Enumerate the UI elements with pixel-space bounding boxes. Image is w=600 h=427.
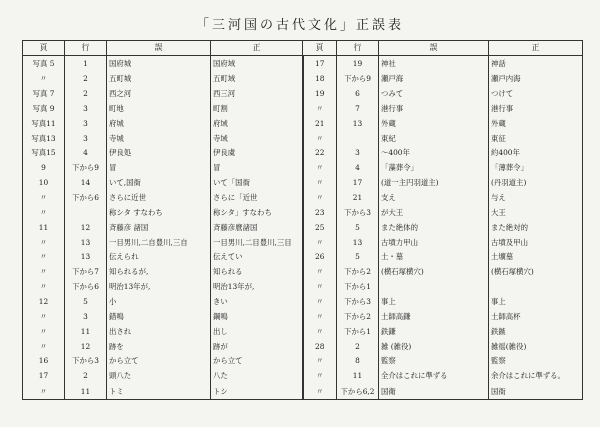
left-line-cell: 11 [65, 383, 107, 399]
left-page-cell: 〃 [23, 265, 65, 280]
table-row [23, 146, 583, 161]
table-row [23, 250, 583, 265]
left-correct-cell: 一目男川,二目豊川,三目 [211, 235, 303, 250]
errata-table [22, 40, 583, 400]
header-wrong-left: 誤 [107, 41, 211, 56]
left-page-cell: 〃 [23, 190, 65, 205]
left-page-cell: 写真13 [23, 131, 65, 146]
left-correct-cell: 寺域 [211, 131, 303, 146]
left-line-cell: 下から6 [65, 279, 107, 294]
left-page-cell: 17 [23, 369, 65, 384]
right-line-cell: 17 [337, 175, 379, 190]
left-wrong-cell: 斉藤彦 諸国 [107, 220, 211, 235]
table-row [23, 131, 583, 146]
right-line-cell [337, 131, 379, 146]
right-correct-cell: (丹羽道主) [489, 175, 583, 190]
right-wrong-cell: (横石塚横穴) [379, 265, 489, 280]
left-wrong-cell: 明治13年が, [107, 279, 211, 294]
right-page-cell: 17 [303, 56, 337, 72]
left-wrong-cell: 跡を [107, 339, 211, 354]
left-correct-cell: から立て [211, 354, 303, 369]
right-line-cell: 下から3 [337, 205, 379, 220]
table-row [23, 265, 583, 280]
left-page-cell: 写真11 [23, 116, 65, 131]
right-correct-cell: 古墳及甲山 [489, 235, 583, 250]
left-line-cell: 3 [65, 101, 107, 116]
right-correct-cell: つけて [489, 86, 583, 101]
left-page-cell: 〃 [23, 235, 65, 250]
table-row [23, 324, 583, 339]
right-correct-cell: 雑徭(雑役) [489, 339, 583, 354]
header-row [23, 41, 583, 56]
left-page-cell: 写真 5 [23, 56, 65, 72]
left-line-cell [65, 205, 107, 220]
table-row [23, 71, 583, 86]
left-correct-cell: 西三河 [211, 86, 303, 101]
left-page-cell: 〃 [23, 383, 65, 399]
left-wrong-cell: から立て [107, 354, 211, 369]
left-page-cell: 〃 [23, 279, 65, 294]
header-line-right: 行 [337, 41, 379, 56]
right-page-cell: 26 [303, 250, 337, 265]
right-line-cell: 下から2 [337, 265, 379, 280]
left-wrong-cell: 小 [107, 294, 211, 309]
header-line-left: 行 [65, 41, 107, 56]
left-page-cell: 〃 [23, 71, 65, 86]
right-wrong-cell: 鉄鎌 [379, 324, 489, 339]
right-line-cell: 下から9 [337, 71, 379, 86]
left-wrong-cell: いて,国衙 [107, 175, 211, 190]
left-correct-cell: 町割 [211, 101, 303, 116]
right-line-cell: 下から3 [337, 294, 379, 309]
right-correct-cell: 余介はこれに準ずる。 [489, 369, 583, 384]
right-page-cell: 〃 [303, 279, 337, 294]
right-wrong-cell: 雑 (雑役) [379, 339, 489, 354]
left-page-cell: 〃 [23, 205, 65, 220]
left-line-cell: 2 [65, 369, 107, 384]
left-wrong-cell: 町地 [107, 101, 211, 116]
right-correct-cell: また絶対的 [489, 220, 583, 235]
right-wrong-cell: 国衛 [379, 383, 489, 399]
left-page-cell: 〃 [23, 339, 65, 354]
header-page-right: 頁 [303, 41, 337, 56]
right-correct-cell: 約400年 [489, 146, 583, 161]
table-row [23, 116, 583, 131]
left-correct-cell: 明治13年が, [211, 279, 303, 294]
right-page-cell: 〃 [303, 354, 337, 369]
left-line-cell: 下から6 [65, 190, 107, 205]
left-correct-cell: 八た [211, 369, 303, 384]
right-correct-cell: 土師高杯 [489, 309, 583, 324]
left-correct-cell: 五町域 [211, 71, 303, 86]
right-line-cell: 13 [337, 116, 379, 131]
table-row [23, 369, 583, 384]
header-wrong-right: 誤 [379, 41, 489, 56]
right-wrong-cell: 港行事 [379, 101, 489, 116]
left-line-cell: 下から7 [65, 265, 107, 280]
right-line-cell: 2 [337, 339, 379, 354]
right-wrong-cell: また絶体的 [379, 220, 489, 235]
left-wrong-cell: 称シタ すなわち [107, 205, 211, 220]
table-row [23, 354, 583, 369]
document-title: 「三河国の古代文化」正誤表 [195, 18, 404, 33]
left-line-cell: 12 [65, 339, 107, 354]
right-line-cell: 7 [337, 101, 379, 116]
left-line-cell: 12 [65, 220, 107, 235]
left-line-cell: 3 [65, 309, 107, 324]
right-line-cell: 21 [337, 190, 379, 205]
right-page-cell: 〃 [303, 309, 337, 324]
right-wrong-cell: 全介はこれに準ずる [379, 369, 489, 384]
left-correct-cell: 跡が [211, 339, 303, 354]
header-correct-right: 正 [489, 41, 583, 56]
left-line-cell: 2 [65, 86, 107, 101]
right-line-cell: 11 [337, 369, 379, 384]
left-line-cell: 下から3 [65, 354, 107, 369]
table-row [23, 56, 583, 72]
right-line-cell: 5 [337, 220, 379, 235]
left-line-cell: 13 [65, 235, 107, 250]
left-line-cell: 1 [65, 56, 107, 72]
right-page-cell: 〃 [303, 190, 337, 205]
right-page-cell: 〃 [303, 101, 337, 116]
right-line-cell: 19 [337, 56, 379, 72]
left-page-cell: 写真15 [23, 146, 65, 161]
right-page-cell: 〃 [303, 294, 337, 309]
left-wrong-cell: 伊良処 [107, 146, 211, 161]
right-wrong-cell: ～400年 [379, 146, 489, 161]
right-correct-cell [489, 279, 583, 294]
right-page-cell: 〃 [303, 369, 337, 384]
right-correct-cell: 「薄葬令」 [489, 161, 583, 176]
left-correct-cell: トシ [211, 383, 303, 399]
left-correct-cell: 伝えてい [211, 250, 303, 265]
table-row [23, 235, 583, 250]
right-line-cell: 下から6,2 [337, 383, 379, 399]
left-correct-cell: 国府域 [211, 56, 303, 72]
right-page-cell: 〃 [303, 265, 337, 280]
left-correct-cell: さらに「近世 [211, 190, 303, 205]
right-wrong-cell: が大王 [379, 205, 489, 220]
right-line-cell: 8 [337, 354, 379, 369]
right-correct-cell: 外蔵 [489, 116, 583, 131]
left-wrong-cell: 一目男川,二自豊川,三自 [107, 235, 211, 250]
left-page-cell: 10 [23, 175, 65, 190]
right-line-cell: 5 [337, 250, 379, 265]
left-line-cell: 3 [65, 116, 107, 131]
right-page-cell: 〃 [303, 324, 337, 339]
right-page-cell: 23 [303, 205, 337, 220]
right-correct-cell: (横石塚横穴) [489, 265, 583, 280]
table-row [23, 309, 583, 324]
right-line-cell: 下から1 [337, 324, 379, 339]
right-correct-cell: 監察 [489, 354, 583, 369]
right-wrong-cell: 土師高鎌 [379, 309, 489, 324]
right-wrong-cell: つみて [379, 86, 489, 101]
left-correct-cell: 冒 [211, 161, 303, 176]
right-page-cell: 25 [303, 220, 337, 235]
left-page-cell: 9 [23, 161, 65, 176]
left-page-cell: 〃 [23, 324, 65, 339]
right-line-cell: 4 [337, 161, 379, 176]
right-correct-cell: 与え [489, 190, 583, 205]
right-wrong-cell: 監察 [379, 354, 489, 369]
right-page-cell: 〃 [303, 161, 337, 176]
right-correct-cell: 事上 [489, 294, 583, 309]
right-line-cell: 13 [337, 235, 379, 250]
table-row [23, 339, 583, 354]
left-wrong-cell: 五町城 [107, 71, 211, 86]
right-page-cell: 〃 [303, 383, 337, 399]
right-page-cell: 〃 [303, 131, 337, 146]
left-wrong-cell: 国府城 [107, 56, 211, 72]
right-page-cell: 22 [303, 146, 337, 161]
right-line-cell: 3 [337, 146, 379, 161]
right-correct-cell: 大王 [489, 205, 583, 220]
right-correct-cell: 鉄鏃 [489, 324, 583, 339]
table-row [23, 279, 583, 294]
table-row [23, 101, 583, 116]
right-wrong-cell: 東紀 [379, 131, 489, 146]
header-correct-left: 正 [211, 41, 303, 56]
right-page-cell: 28 [303, 339, 337, 354]
right-correct-cell: 東征 [489, 131, 583, 146]
left-wrong-cell: 出され [107, 324, 211, 339]
table-row [23, 220, 583, 235]
left-page-cell: 11 [23, 220, 65, 235]
right-page-cell: 〃 [303, 175, 337, 190]
left-page-cell: 12 [23, 294, 65, 309]
table-row [23, 86, 583, 101]
left-wrong-cell: 錯鳴 [107, 309, 211, 324]
right-correct-cell: 瀬戸内海 [489, 71, 583, 86]
right-wrong-cell: 「藻葬令」 [379, 161, 489, 176]
left-wrong-cell: 伝えられ [107, 250, 211, 265]
right-correct-cell: 国衙 [489, 383, 583, 399]
left-wrong-cell: 冒 [107, 161, 211, 176]
right-correct-cell: 神話 [489, 56, 583, 72]
left-line-cell: 4 [65, 146, 107, 161]
right-wrong-cell: 支え [379, 190, 489, 205]
left-page-cell: 16 [23, 354, 65, 369]
right-line-cell: 6 [337, 86, 379, 101]
right-line-cell: 下から2 [337, 309, 379, 324]
right-wrong-cell: 瀬戸海 [379, 71, 489, 86]
left-line-cell: 3 [65, 131, 107, 146]
left-correct-cell: 鋼鳴 [211, 309, 303, 324]
right-wrong-cell: (道一主円羽道主) [379, 175, 489, 190]
left-wrong-cell: 寺城 [107, 131, 211, 146]
right-page-cell: 19 [303, 86, 337, 101]
right-page-cell: 18 [303, 71, 337, 86]
left-correct-cell: 出し [211, 324, 303, 339]
left-line-cell: 13 [65, 250, 107, 265]
left-wrong-cell: 西之河 [107, 86, 211, 101]
left-page-cell: 〃 [23, 250, 65, 265]
right-wrong-cell [379, 279, 489, 294]
left-line-cell: 下から9 [65, 161, 107, 176]
right-line-cell: 下から1 [337, 279, 379, 294]
left-wrong-cell: 知られるが, [107, 265, 211, 280]
left-correct-cell: 府域 [211, 116, 303, 131]
left-correct-cell: 斉藤彦麿諸国 [211, 220, 303, 235]
table-row [23, 161, 583, 176]
right-page-cell: 21 [303, 116, 337, 131]
right-correct-cell: 港行事 [489, 101, 583, 116]
left-wrong-cell: 府城 [107, 116, 211, 131]
left-correct-cell: 伊良虞 [211, 146, 303, 161]
table-row [23, 294, 583, 309]
left-page-cell: 〃 [23, 309, 65, 324]
right-wrong-cell: 神社 [379, 56, 489, 72]
left-wrong-cell: 頭八た [107, 369, 211, 384]
right-correct-cell: 土壙墓 [489, 250, 583, 265]
left-page-cell: 写真 9 [23, 101, 65, 116]
right-page-cell: 〃 [303, 235, 337, 250]
table-row [23, 190, 583, 205]
header-page-left: 頁 [23, 41, 65, 56]
left-line-cell: 2 [65, 71, 107, 86]
left-page-cell: 写真 7 [23, 86, 65, 101]
left-wrong-cell: トミ [107, 383, 211, 399]
right-wrong-cell: 土・墓 [379, 250, 489, 265]
right-wrong-cell: 外蔵 [379, 116, 489, 131]
table-row [23, 175, 583, 190]
left-line-cell: 14 [65, 175, 107, 190]
left-correct-cell: 知られる [211, 265, 303, 280]
left-line-cell: 11 [65, 324, 107, 339]
left-correct-cell: いて「国衙 [211, 175, 303, 190]
left-line-cell: 5 [65, 294, 107, 309]
right-wrong-cell: 事上 [379, 294, 489, 309]
right-wrong-cell: 古墳力甲山 [379, 235, 489, 250]
left-wrong-cell: さらに近世 [107, 190, 211, 205]
left-correct-cell: 称シタ」すなわち [211, 205, 303, 220]
table-row [23, 383, 583, 399]
table-row [23, 205, 583, 220]
left-correct-cell: きい [211, 294, 303, 309]
